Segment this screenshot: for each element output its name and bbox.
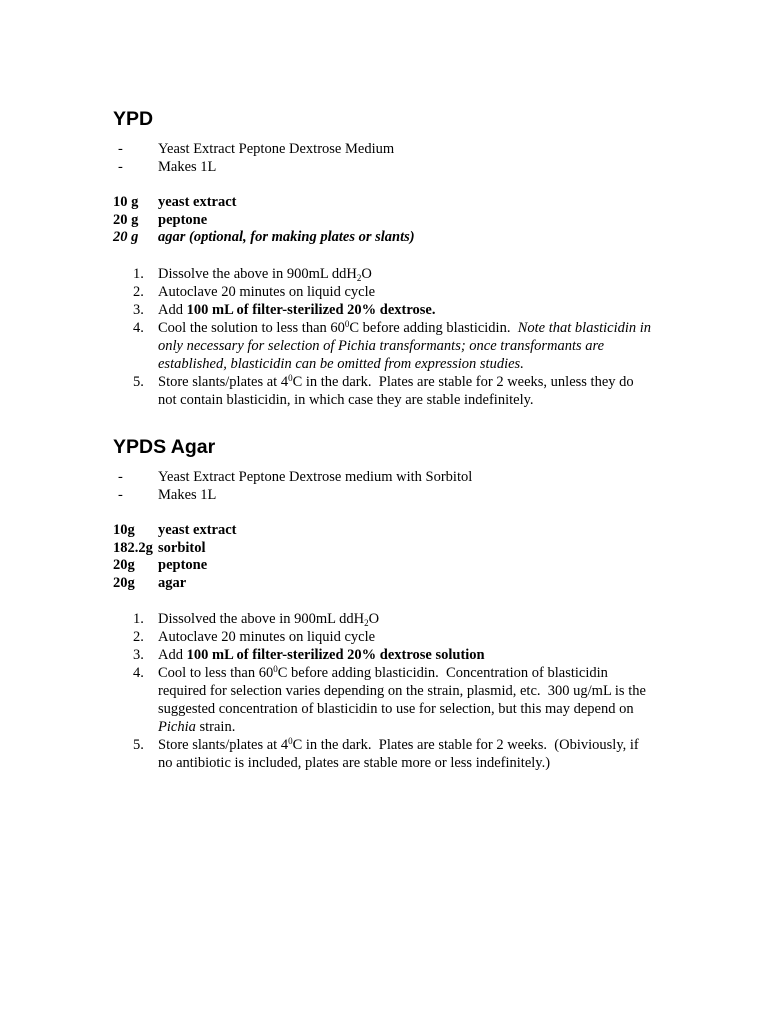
list-item: - Makes 1L: [118, 487, 217, 503]
ypds-steps: [113, 610, 653, 772]
step-item: 2. Autoclave 20 minutes on liquid cycle: [133, 629, 376, 645]
ypd-title: YPD: [113, 108, 154, 130]
ypd-ingredients: [113, 194, 653, 247]
ypds-title: YPDS Agar: [113, 436, 216, 458]
ypd-description-list: [113, 140, 653, 176]
ypds-ingredients: [113, 522, 653, 592]
list-item: - Makes 1L: [118, 159, 217, 175]
ingredient-row: 20 g agar (optional, for making plates or slants): [113, 229, 415, 245]
step-item: 5. Store slants/plates at $4^0C$ in the dark. Plates are stable for 2 weeks, unless they do not contain blasticidin, in which case they are stable indefinitely.: [133, 372, 638, 408]
step-item: 3. Add 100 mL of filter-sterilized 20% dextrose.: [133, 301, 436, 318]
step-item: 3. Add 100 mL of filter-sterilized 20% dextrose solution: [133, 647, 485, 663]
step-item: 2. Autoclave 20 minutes on liquid cycle: [133, 283, 376, 300]
ypds-section: [113, 434, 653, 772]
step-item: 1. Dissolve the above in 900mL ddH$_2$O: [133, 265, 372, 283]
step-item: 4. Cool to less than $60^0C$ before adding blasticidin. Concentration of blasticidin required for selection varies depending on the strain, plasmid, etc. 300 ug/mL is the suggested concentration of blasticidin to use for selection, but this may depend on Pichia strain.: [133, 664, 650, 735]
list-item: - Yeast Extract Peptone Dextrose medium with Sorbitol: [118, 469, 473, 485]
ingredient-row: 20 g peptone: [113, 211, 208, 228]
ypd-steps: [113, 265, 653, 409]
step-item: 1. Dissolved the above in 900mL ddH$_2$O: [133, 611, 380, 628]
ypd-section: [113, 106, 653, 409]
step-item: 5. Store slants/plates at $4^0C$ in the dark. Plates are stable for 2 weeks. (Obiviously, if no antibiotic is included, plates are stable more or less indefinitely.): [133, 736, 643, 771]
ingredient-row: 182.2g sorbitol: [113, 539, 206, 556]
list-item: - Yeast Extract Peptone Dextrose Medium: [118, 141, 395, 157]
ypds-description-list: [113, 468, 653, 504]
ingredient-row: 20g agar: [113, 574, 187, 591]
ingredient-row: 10g yeast extract: [113, 522, 237, 538]
step-item: 4. Cool the solution to less than $60^0C$ before adding blasticidin. Note that blasticidin in only necessary for selection of Pichia transformants; once transformants are established, blasticidin can be omitted from expression studies.: [133, 318, 652, 372]
ingredient-row: 20g peptone: [113, 557, 208, 573]
ingredient-row: 10 g yeast extract: [113, 194, 237, 210]
